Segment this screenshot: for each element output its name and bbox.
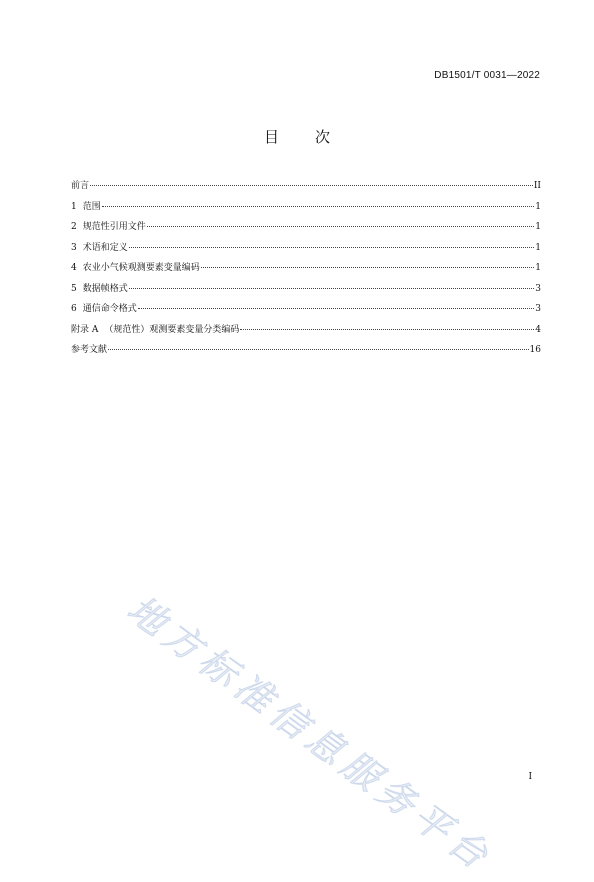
toc-leader-dots [240, 329, 534, 330]
toc-entry-label: 规范性引用文件 [82, 222, 146, 232]
toc-leader-dots [108, 349, 529, 350]
toc-leader-dots [102, 206, 535, 207]
toc-entry-page: 1 [535, 263, 541, 273]
toc-entry-foreword[interactable] [71, 178, 541, 199]
toc-entry-page: II [533, 181, 541, 191]
toc-entry-page: 1 [535, 201, 541, 212]
toc-entry-normative-references[interactable] [71, 219, 541, 240]
page-title [0, 126, 594, 147]
toc-entry-frame-format[interactable] [71, 281, 541, 302]
toc-entry-label: 数据帧格式 [82, 283, 128, 294]
toc-entry-page: 3 [535, 304, 541, 314]
toc-entry-number: 5 [71, 283, 77, 294]
toc-leader-dots [129, 247, 535, 248]
toc-leader-dots [129, 288, 535, 289]
toc-entry-terms[interactable] [71, 240, 541, 261]
toc-entry-page: 1 [535, 242, 541, 253]
toc-leader-dots [90, 185, 533, 186]
toc-leader-dots [147, 226, 535, 227]
toc-entry-appendix-a[interactable] [71, 322, 541, 343]
toc-entry-page: 3 [535, 283, 541, 294]
toc-entry-number: 3 [71, 242, 77, 253]
title-char-1: 目 [263, 128, 279, 146]
page-number: I [528, 772, 532, 782]
toc-entry-scope[interactable] [71, 199, 541, 220]
toc-entry-page: 16 [529, 345, 541, 355]
toc-entry-label: 术语和定义 [82, 242, 128, 253]
toc-entry-label: 通信命令格式 [82, 304, 137, 314]
watermark: 地方标准信息服务平台 [119, 587, 501, 881]
table-of-contents [71, 178, 541, 363]
toc-entry-label: 参考文献 [71, 345, 108, 355]
toc-entry-number: 附录 A [71, 324, 99, 335]
title-char-2: 次 [315, 128, 331, 146]
toc-leader-dots [138, 308, 535, 309]
toc-entry-number: 1 [71, 201, 77, 212]
toc-entry-label: 前言 [71, 181, 90, 191]
toc-entry-page: 1 [535, 222, 541, 232]
toc-entry-label: 农业小气候观测要素变量编码 [82, 263, 200, 273]
toc-entry-number: 2 [71, 222, 77, 232]
toc-leader-dots [201, 267, 535, 268]
toc-entry-bibliography[interactable] [71, 342, 541, 363]
toc-entry-label: 范围 [82, 201, 101, 212]
toc-entry-command-format[interactable] [71, 301, 541, 322]
toc-entry-number: 4 [71, 263, 77, 273]
toc-entry-page: 4 [535, 324, 541, 335]
document-code: DB1501/T 0031—2022 [434, 70, 540, 81]
toc-entry-number: 6 [71, 304, 77, 314]
toc-entry-variable-coding[interactable] [71, 260, 541, 281]
toc-entry-label: （规范性）观测要素变量分类编码 [104, 324, 240, 335]
